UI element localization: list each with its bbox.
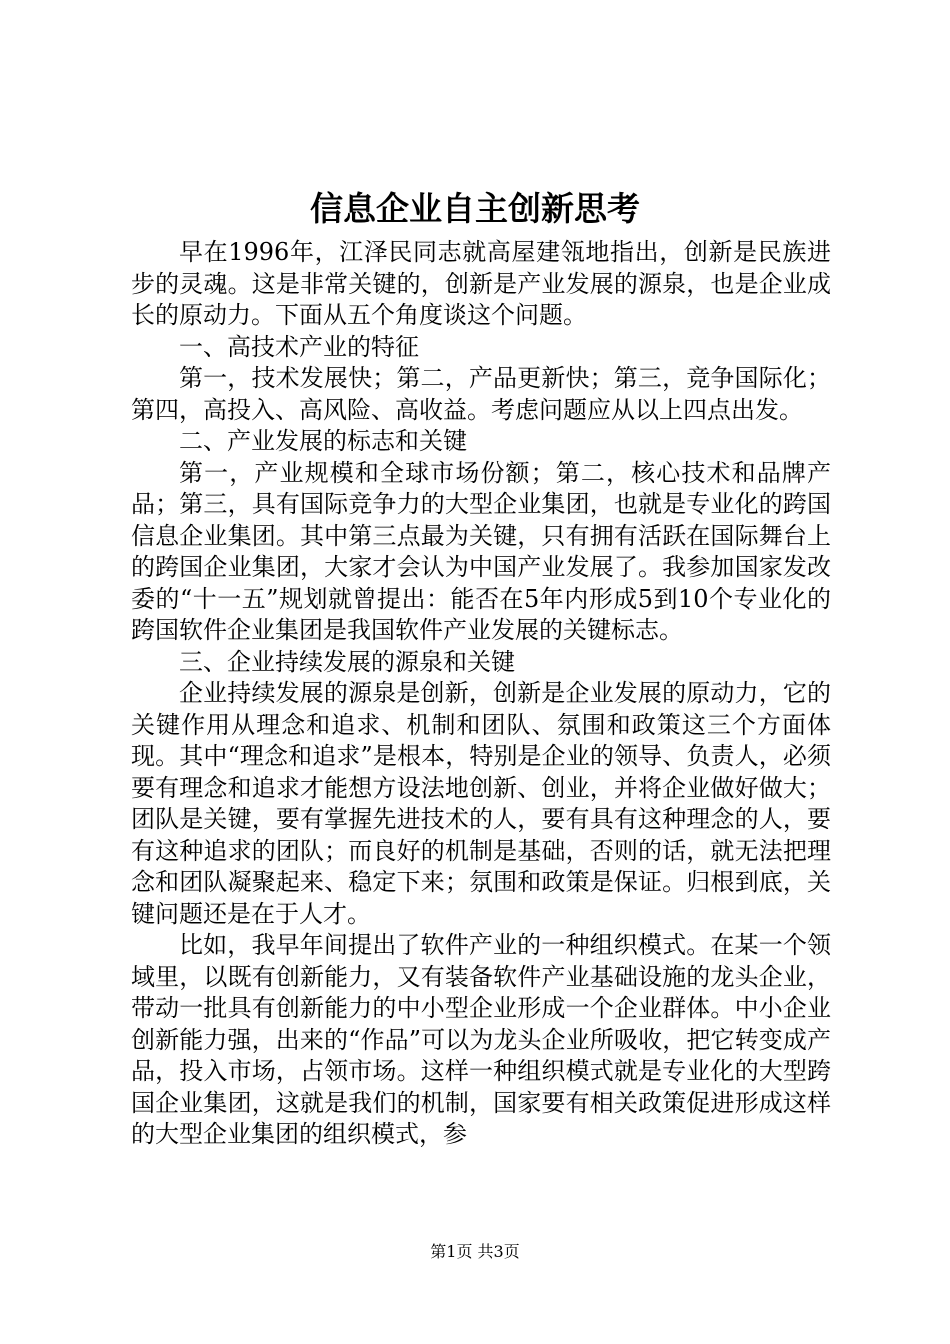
section-heading-3: 三、企业持续发展的源泉和关键 (179, 647, 515, 676)
section-heading-1: 一、高技术产业的特征 (179, 332, 419, 361)
paragraph-intro: 早在1996年，江泽民同志就高屋建瓴地指出，创新是民族进步的灵魂。这是非常关键的，创新是产业发展的源泉，也是企业成长的原动力。下面从五个角度谈这个问题。 (131, 238, 831, 329)
section-heading-2: 二、产业发展的标志和关键 (179, 427, 467, 455)
paragraph-section-1: 第一，技术发展快；第二，产品更新快；第三，竞争国际化；第四，高投入、高风险、高收益。考虑问题应从以上四点出发。 (131, 364, 831, 424)
document-title: 信息企业自主创新思考 (310, 189, 640, 228)
page-footer: 第1页 共3页 (430, 1242, 520, 1261)
paragraph-section-3: 企业持续发展的源泉是创新，创新是企业发展的原动力，它的关键作用从理念和追求、机制和团队、氛围和政策这三个方面体现。其中“理念和追求”是根本，特别是企业的领导、负责人，必须要有理念和追求才能想方设法地创新、创业，并将企业做好做大；团队是关键，要有掌握先进技术的人，要有具有这种理念的人，要有这种追求的团队；而良好的机制是基础，否则的话，就无法把理念和团队凝聚起来、稳定下来；氛围和政策是保证。归根到底，关键问题还是在于人才。 (131, 679, 831, 928)
document-body (131, 237, 831, 1151)
paragraph-section-2: 第一，产业规模和全球市场份额；第二，核心技术和品牌产品；第三，具有国际竞争力的大型企业集团，也就是专业化的跨国信息企业集团。其中第三点最为关键，只有拥有活跃在国际舞台上的跨国企业集团，大家才会认为中国产业发展了。我参加国家发改委的“十一五”规划就曾提出：能否在5年内形成5到10个专业化的跨国软件企业集团是我国软件产业发展的关键标志。 (131, 458, 831, 644)
paragraph-example: 比如，我早年间提出了软件产业的一种组织模式。在某一个领域里，以既有创新能力，又有装备软件产业基础设施的龙头企业，带动一批具有创新能力的中小型企业形成一个企业群体。中小企业创新能力强，出来的“作品”可以为龙头企业所吸收，把它转变成产品，投入市场，占领市场。这样一种组织模式就是专业化的大型跨国企业集团，这就是我们的机制，国家要有相关政策促进形成这样的大型企业集团的组织模式，参 (131, 931, 831, 1148)
